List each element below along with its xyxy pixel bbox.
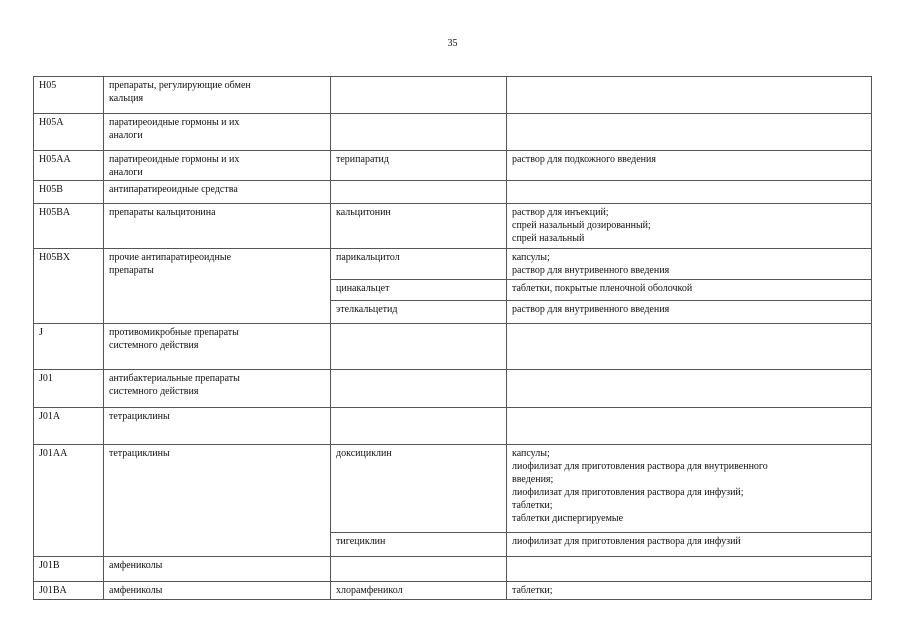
drug-name-cell (331, 114, 507, 151)
drug-name-cell (331, 408, 507, 445)
atc-code-cell: J01A (34, 408, 104, 445)
table-row (34, 151, 872, 181)
atc-code-cell: H05B (34, 181, 104, 204)
drug-name-cell (331, 370, 507, 408)
atc-code-cell: J01 (34, 370, 104, 408)
drug-classification-table (33, 76, 872, 600)
drug-name-cell (331, 324, 507, 370)
dosage-form-cell: капсулы; раствор для внутривенного введения (507, 249, 872, 280)
drug-name-cell (331, 77, 507, 114)
dosage-form-cell (507, 408, 872, 445)
anatomical-group-cell: паратиреоидные гормоны и их аналоги (104, 114, 331, 151)
anatomical-group-cell: паратиреоидные гормоны и их аналоги (104, 151, 331, 181)
atc-code-cell: J01B (34, 557, 104, 582)
anatomical-group-cell: тетрациклины (104, 445, 331, 557)
table-row (34, 204, 872, 249)
dosage-form-cell (507, 114, 872, 151)
drug-name-cell: терипаратид (331, 151, 507, 181)
atc-code-cell: H05BA (34, 204, 104, 249)
drug-name-cell (331, 557, 507, 582)
dosage-form-cell (507, 370, 872, 408)
drug-name-cell: цинакальцет (331, 280, 507, 301)
drug-name-cell: парикальцитол (331, 249, 507, 280)
drug-name-cell: тигециклин (331, 533, 507, 557)
dosage-form-cell: таблетки, покрытые пленочной оболочкой (507, 280, 872, 301)
dosage-form-cell: раствор для подкожного введения (507, 151, 872, 181)
drug-name-cell (331, 181, 507, 204)
dosage-form-cell (507, 324, 872, 370)
dosage-form-cell (507, 557, 872, 582)
dosage-form-cell: раствор для внутривенного введения (507, 301, 872, 324)
table-row (34, 557, 872, 582)
dosage-form-cell (507, 77, 872, 114)
table-row (34, 408, 872, 445)
table-row (34, 445, 872, 533)
drug-name-cell: доксициклин (331, 445, 507, 533)
atc-code-cell: H05BX (34, 249, 104, 324)
anatomical-group-cell: амфениколы (104, 582, 331, 600)
anatomical-group-cell: амфениколы (104, 557, 331, 582)
anatomical-group-cell: антибактериальные препараты системного действия (104, 370, 331, 408)
table-row (34, 370, 872, 408)
dosage-form-cell (507, 181, 872, 204)
dosage-form-cell: лиофилизат для приготовления раствора для инфузий (507, 533, 872, 557)
anatomical-group-cell: противомикробные препараты системного действия (104, 324, 331, 370)
atc-code-cell: J01AA (34, 445, 104, 557)
table-row (34, 324, 872, 370)
drug-name-cell: кальцитонин (331, 204, 507, 249)
anatomical-group-cell: препараты кальцитонина (104, 204, 331, 249)
table-row (34, 249, 872, 280)
atc-code-cell: H05A (34, 114, 104, 151)
drug-name-cell: этелкальцетид (331, 301, 507, 324)
table-row (34, 114, 872, 151)
anatomical-group-cell: препараты, регулирующие обмен кальция (104, 77, 331, 114)
atc-code-cell: H05AA (34, 151, 104, 181)
atc-code-cell: H05 (34, 77, 104, 114)
dosage-form-cell: таблетки; (507, 582, 872, 600)
anatomical-group-cell: прочие антипаратиреоидные препараты (104, 249, 331, 324)
atc-code-cell: J (34, 324, 104, 370)
page-number: 35 (447, 38, 458, 49)
table-row (34, 181, 872, 204)
anatomical-group-cell: тетрациклины (104, 408, 331, 445)
dosage-form-cell: капсулы; лиофилизат для приготовления раствора для внутривенного введения; лиофилизат для приготовления раствора для инфузий; таблетки; таблетки диспергируемые (507, 445, 872, 533)
table-row (34, 582, 872, 600)
table-row (34, 77, 872, 114)
atc-code-cell: J01BA (34, 582, 104, 600)
dosage-form-cell: раствор для инъекций; спрей назальный дозированный; спрей назальный (507, 204, 872, 249)
anatomical-group-cell: антипаратиреоидные средства (104, 181, 331, 204)
drug-name-cell: хлорамфеникол (331, 582, 507, 600)
